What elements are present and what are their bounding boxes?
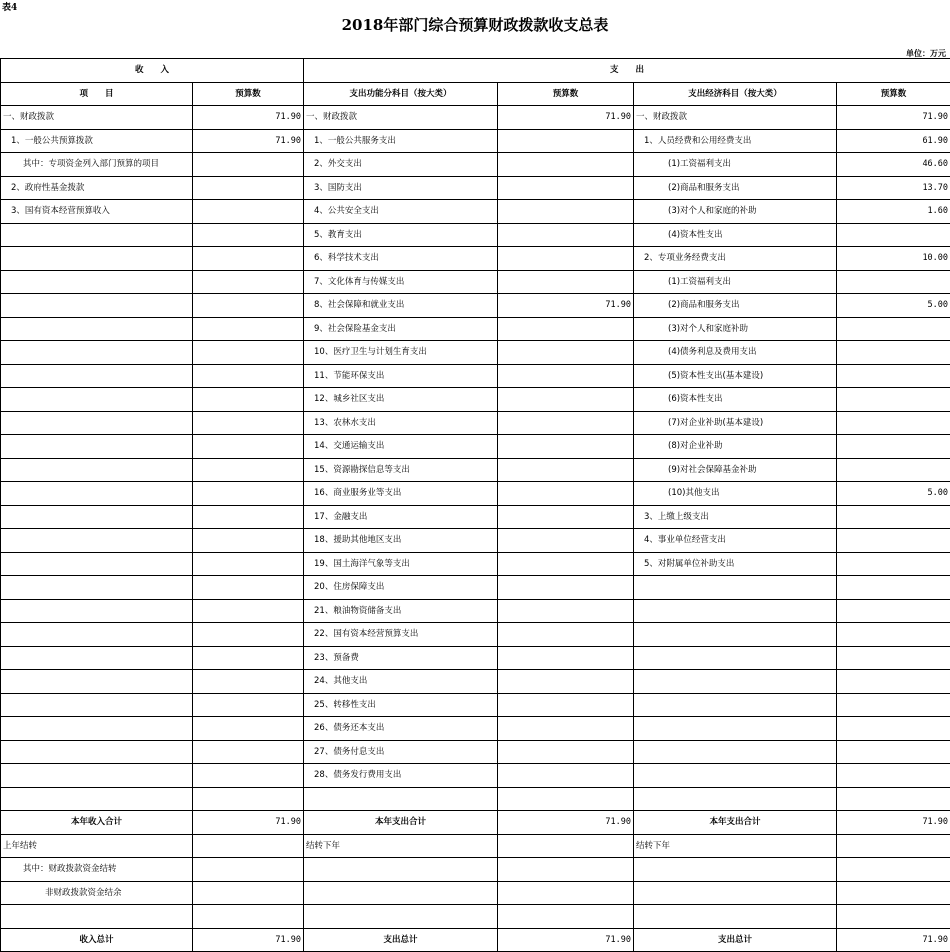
function-budget-cell	[498, 364, 634, 388]
economic-item-cell	[634, 599, 837, 623]
economic-budget-cell	[837, 458, 950, 482]
economic-budget-cell	[837, 341, 950, 365]
function-item-cell: 26、债务还本支出	[304, 717, 498, 741]
economic-budget-cell	[837, 740, 950, 764]
function-budget-cell	[498, 270, 634, 294]
summary-row	[1, 811, 950, 835]
expense-grand-total-value: 71.90	[498, 928, 634, 952]
expense-grand-total-label: 支出总计	[304, 928, 498, 952]
table-row	[1, 505, 950, 529]
blank-cell	[498, 858, 634, 882]
income-grand-total-value: 71.90	[193, 928, 304, 952]
col-economic-category: 支出经济科目（按大类）	[634, 82, 837, 106]
function-budget-cell	[498, 435, 634, 459]
function-budget-cell	[498, 529, 634, 553]
income-item-cell	[1, 670, 193, 694]
function-item-cell: 2、外交支出	[304, 153, 498, 177]
income-budget-cell	[193, 341, 304, 365]
table-row	[1, 623, 950, 647]
budget-table	[0, 58, 950, 952]
economic-item-cell	[634, 670, 837, 694]
function-item-cell: 16、商业服务业等支出	[304, 482, 498, 506]
income-budget-cell	[193, 599, 304, 623]
function-budget-cell	[498, 129, 634, 153]
section-header-row	[1, 59, 950, 83]
income-item-cell	[1, 576, 193, 600]
economic-budget-cell	[837, 717, 950, 741]
function-item-cell: 21、粮油物资储备支出	[304, 599, 498, 623]
function-item-cell: 1、一般公共服务支出	[304, 129, 498, 153]
function-budget-cell	[498, 176, 634, 200]
blank-cell	[193, 905, 304, 929]
income-budget-cell	[193, 670, 304, 694]
economic-budget-cell: 10.00	[837, 247, 950, 271]
economic-budget-cell	[837, 552, 950, 576]
function-item-cell: 10、医疗卫生与计划生育支出	[304, 341, 498, 365]
economic-item-cell: (4)资本性支出	[634, 223, 837, 247]
economic-item-cell: (6)资本性支出	[634, 388, 837, 412]
economic-item-cell: (10)其他支出	[634, 482, 837, 506]
table-row	[1, 129, 950, 153]
income-budget-cell	[193, 623, 304, 647]
table-row	[1, 153, 950, 177]
function-budget-cell	[498, 482, 634, 506]
income-item-cell	[1, 247, 193, 271]
function-budget-cell	[498, 787, 634, 811]
table-row	[1, 458, 950, 482]
blank-cell	[498, 905, 634, 929]
function-budget-cell	[498, 317, 634, 341]
table-row	[1, 176, 950, 200]
income-item-cell	[1, 341, 193, 365]
income-item-cell	[1, 411, 193, 435]
economic-item-cell: 2、专项业务经费支出	[634, 247, 837, 271]
income-item-cell: 3、国有资本经营预算收入	[1, 200, 193, 224]
blank-cell	[837, 905, 950, 929]
economic-budget-cell	[837, 388, 950, 412]
function-budget-cell	[498, 388, 634, 412]
function-budget-cell	[498, 670, 634, 694]
economic-item-cell: 4、事业单位经营支出	[634, 529, 837, 553]
col-budget-function: 预算数	[498, 82, 634, 106]
income-item-cell	[1, 764, 193, 788]
income-budget-cell	[193, 482, 304, 506]
function-budget-cell: 71.90	[498, 106, 634, 130]
function-item-cell: 12、城乡社区支出	[304, 388, 498, 412]
economic-item-cell: (9)对社会保障基金补助	[634, 458, 837, 482]
income-item-cell	[1, 482, 193, 506]
year-expense-total-value-2: 71.90	[837, 811, 950, 835]
income-item-cell	[1, 388, 193, 412]
blank-cell	[634, 858, 837, 882]
table-row	[1, 552, 950, 576]
income-grand-total-label: 收入总计	[1, 928, 193, 952]
function-item-cell: 11、节能环保支出	[304, 364, 498, 388]
economic-item-cell	[634, 764, 837, 788]
function-budget-cell	[498, 693, 634, 717]
table-row	[1, 646, 950, 670]
table-row	[1, 764, 950, 788]
economic-budget-cell: 5.00	[837, 482, 950, 506]
blank-cell	[634, 881, 837, 905]
function-item-cell: 20、住房保障支出	[304, 576, 498, 600]
economic-item-cell: 3、上缴上级支出	[634, 505, 837, 529]
table-row	[1, 200, 950, 224]
table-row	[1, 435, 950, 459]
income-budget-cell	[193, 787, 304, 811]
function-item-cell: 27、债务付息支出	[304, 740, 498, 764]
function-budget-cell: 71.90	[498, 294, 634, 318]
function-item-cell: 9、社会保险基金支出	[304, 317, 498, 341]
table-row	[1, 270, 950, 294]
economic-item-cell: (8)对企业补助	[634, 435, 837, 459]
economic-item-cell: 5、对附属单位补助支出	[634, 552, 837, 576]
carry-to-next-year: 结转下年	[304, 834, 498, 858]
economic-item-cell: (4)债务利息及费用支出	[634, 341, 837, 365]
income-budget-cell	[193, 552, 304, 576]
function-budget-cell	[498, 247, 634, 271]
table-row	[1, 529, 950, 553]
table-row	[1, 341, 950, 365]
income-budget-cell	[193, 153, 304, 177]
blank-cell	[498, 881, 634, 905]
function-budget-cell	[498, 200, 634, 224]
economic-budget-cell	[837, 576, 950, 600]
economic-item-cell: 1、人员经费和公用经费支出	[634, 129, 837, 153]
unit-label: 单位：万元	[906, 48, 946, 59]
economic-budget-cell	[837, 223, 950, 247]
blank-cell	[837, 881, 950, 905]
prev-year-carryover: 上年结转	[1, 834, 193, 858]
table-row	[1, 482, 950, 506]
expense-grand-total-label-2: 支出总计	[634, 928, 837, 952]
function-budget-cell	[498, 646, 634, 670]
blank-cell	[837, 858, 950, 882]
table-row	[1, 670, 950, 694]
economic-item-cell: (7)对企业补助(基本建设)	[634, 411, 837, 435]
col-item: 项 目	[1, 82, 193, 106]
income-budget-cell	[193, 270, 304, 294]
economic-item-cell: (2)商品和服务支出	[634, 294, 837, 318]
table-row	[1, 223, 950, 247]
income-budget-cell	[193, 646, 304, 670]
income-budget-cell	[193, 435, 304, 459]
table-row	[1, 717, 950, 741]
economic-item-cell: (3)对个人和家庭补助	[634, 317, 837, 341]
function-item-cell: 7、文化体育与传媒支出	[304, 270, 498, 294]
non-fiscal-balance: 非财政拨款资金结余	[1, 881, 193, 905]
function-item-cell: 18、援助其他地区支出	[304, 529, 498, 553]
income-item-cell	[1, 364, 193, 388]
col-function-category: 支出功能分科目（按大类）	[304, 82, 498, 106]
economic-item-cell	[634, 623, 837, 647]
function-item-cell: 5、教育支出	[304, 223, 498, 247]
year-expense-total-label: 本年支出合计	[304, 811, 498, 835]
blank-cell	[498, 834, 634, 858]
function-budget-cell	[498, 552, 634, 576]
table-row	[1, 317, 950, 341]
economic-budget-cell	[837, 599, 950, 623]
income-budget-cell	[193, 693, 304, 717]
table-number: 表4	[2, 0, 17, 13]
function-budget-cell	[498, 576, 634, 600]
income-item-cell	[1, 623, 193, 647]
function-budget-cell	[498, 717, 634, 741]
income-item-cell	[1, 529, 193, 553]
income-item-cell	[1, 505, 193, 529]
income-item-cell	[1, 717, 193, 741]
economic-item-cell: (1)工资福利支出	[634, 270, 837, 294]
function-budget-cell	[498, 341, 634, 365]
income-budget-cell	[193, 364, 304, 388]
function-item-cell: 22、国有资本经营预算支出	[304, 623, 498, 647]
function-budget-cell	[498, 740, 634, 764]
blank-cell	[193, 834, 304, 858]
function-budget-cell	[498, 505, 634, 529]
year-expense-total-label-2: 本年支出合计	[634, 811, 837, 835]
economic-budget-cell	[837, 317, 950, 341]
income-budget-cell	[193, 388, 304, 412]
function-item-cell	[304, 787, 498, 811]
income-budget-cell	[193, 294, 304, 318]
function-item-cell: 8、社会保障和就业支出	[304, 294, 498, 318]
income-item-cell	[1, 294, 193, 318]
summary-row	[1, 881, 950, 905]
year-income-total-value: 71.90	[193, 811, 304, 835]
table-row	[1, 247, 950, 271]
table-row	[1, 364, 950, 388]
economic-budget-cell	[837, 670, 950, 694]
economic-item-cell: (1)工资福利支出	[634, 153, 837, 177]
economic-item-cell: (2)商品和服务支出	[634, 176, 837, 200]
economic-budget-cell	[837, 623, 950, 647]
blank-cell	[1, 905, 193, 929]
income-budget-cell	[193, 505, 304, 529]
economic-budget-cell	[837, 693, 950, 717]
table-row	[1, 740, 950, 764]
function-item-cell: 23、预备费	[304, 646, 498, 670]
economic-item-cell	[634, 576, 837, 600]
function-item-cell: 3、国防支出	[304, 176, 498, 200]
blank-cell	[304, 905, 498, 929]
economic-budget-cell: 13.70	[837, 176, 950, 200]
income-budget-cell	[193, 458, 304, 482]
income-budget-cell: 71.90	[193, 129, 304, 153]
income-item-cell: 2、政府性基金拨款	[1, 176, 193, 200]
summary-row	[1, 834, 950, 858]
function-budget-cell	[498, 623, 634, 647]
economic-item-cell	[634, 740, 837, 764]
economic-budget-cell	[837, 646, 950, 670]
income-item-cell	[1, 787, 193, 811]
income-budget-cell	[193, 740, 304, 764]
table-row	[1, 106, 950, 130]
economic-item-cell	[634, 787, 837, 811]
income-item-cell	[1, 599, 193, 623]
function-budget-cell	[498, 458, 634, 482]
function-item-cell: 6、科学技术支出	[304, 247, 498, 271]
function-item-cell: 13、农林水支出	[304, 411, 498, 435]
function-item-cell: 28、债务发行费用支出	[304, 764, 498, 788]
fiscal-carryover: 其中：财政拨款资金结转	[1, 858, 193, 882]
col-budget-economic: 预算数	[837, 82, 950, 106]
column-header-row	[1, 82, 950, 106]
income-budget-cell	[193, 223, 304, 247]
table-row	[1, 693, 950, 717]
income-budget-cell	[193, 764, 304, 788]
income-item-cell	[1, 740, 193, 764]
function-budget-cell	[498, 764, 634, 788]
economic-item-cell	[634, 717, 837, 741]
function-item-cell: 19、国土海洋气象等支出	[304, 552, 498, 576]
income-item-cell	[1, 552, 193, 576]
summary-row	[1, 858, 950, 882]
function-budget-cell	[498, 153, 634, 177]
income-item-cell	[1, 223, 193, 247]
economic-budget-cell: 1.60	[837, 200, 950, 224]
economic-item-cell: 一、财政拨款	[634, 106, 837, 130]
blank-cell	[193, 858, 304, 882]
income-budget-cell	[193, 411, 304, 435]
income-budget-cell	[193, 317, 304, 341]
income-budget-cell	[193, 717, 304, 741]
economic-budget-cell: 5.00	[837, 294, 950, 318]
function-budget-cell	[498, 223, 634, 247]
blank-cell	[837, 834, 950, 858]
economic-budget-cell	[837, 435, 950, 459]
function-item-cell: 15、资源勘探信息等支出	[304, 458, 498, 482]
expense-grand-total-value-2: 71.90	[837, 928, 950, 952]
function-budget-cell	[498, 411, 634, 435]
summary-row	[1, 905, 950, 929]
economic-item-cell	[634, 693, 837, 717]
carry-to-next-year-2: 结转下年	[634, 834, 837, 858]
table-row	[1, 388, 950, 412]
table-row	[1, 576, 950, 600]
blank-cell	[304, 881, 498, 905]
income-budget-cell: 71.90	[193, 106, 304, 130]
function-item-cell: 25、转移性支出	[304, 693, 498, 717]
function-item-cell: 14、交通运输支出	[304, 435, 498, 459]
income-item-cell: 一、财政拨款	[1, 106, 193, 130]
economic-budget-cell	[837, 364, 950, 388]
economic-item-cell	[634, 646, 837, 670]
table-row	[1, 294, 950, 318]
year-expense-total-value: 71.90	[498, 811, 634, 835]
income-item-cell	[1, 270, 193, 294]
function-item-cell: 24、其他支出	[304, 670, 498, 694]
function-item-cell: 17、金融支出	[304, 505, 498, 529]
economic-item-cell: (3)对个人和家庭的补助	[634, 200, 837, 224]
expense-section-header: 支 出	[304, 59, 950, 83]
income-budget-cell	[193, 576, 304, 600]
income-section-header: 收 入	[1, 59, 304, 83]
function-item-cell: 4、公共安全支出	[304, 200, 498, 224]
economic-budget-cell	[837, 411, 950, 435]
income-item-cell	[1, 646, 193, 670]
blank-cell	[193, 881, 304, 905]
blank-cell	[304, 858, 498, 882]
economic-budget-cell: 61.90	[837, 129, 950, 153]
economic-budget-cell	[837, 787, 950, 811]
economic-budget-cell	[837, 529, 950, 553]
income-item-cell	[1, 458, 193, 482]
income-budget-cell	[193, 247, 304, 271]
income-item-cell: 1、一般公共预算拨款	[1, 129, 193, 153]
blank-cell	[634, 905, 837, 929]
col-budget-income: 预算数	[193, 82, 304, 106]
table-row	[1, 411, 950, 435]
economic-item-cell: (5)资本性支出(基本建设)	[634, 364, 837, 388]
income-budget-cell	[193, 529, 304, 553]
page-title: 2018年部门综合预算财政拨款收支总表	[0, 14, 950, 35]
function-budget-cell	[498, 599, 634, 623]
table-row	[1, 787, 950, 811]
economic-budget-cell: 46.60	[837, 153, 950, 177]
economic-budget-cell	[837, 505, 950, 529]
income-item-cell	[1, 317, 193, 341]
income-budget-cell	[193, 176, 304, 200]
income-item-cell	[1, 435, 193, 459]
economic-budget-cell	[837, 270, 950, 294]
income-item-cell	[1, 693, 193, 717]
economic-budget-cell	[837, 764, 950, 788]
table-row	[1, 599, 950, 623]
income-item-cell: 其中：专项资金列入部门预算的项目	[1, 153, 193, 177]
function-item-cell: 一、财政拨款	[304, 106, 498, 130]
year-income-total-label: 本年收入合计	[1, 811, 193, 835]
income-budget-cell	[193, 200, 304, 224]
economic-budget-cell: 71.90	[837, 106, 950, 130]
